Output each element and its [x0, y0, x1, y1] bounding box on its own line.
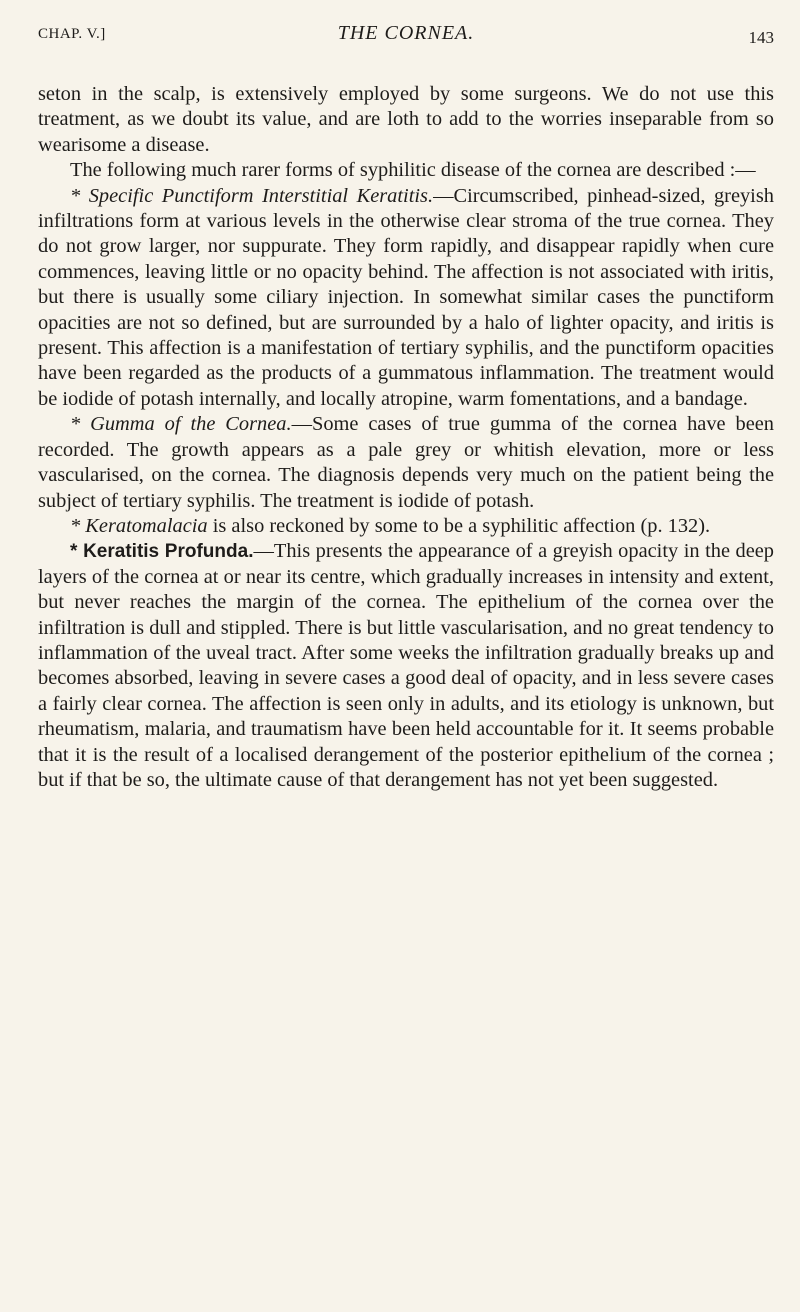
paragraph-text: seton in the scalp, is extensively employed by some surgeons. We do not use this treatment, as we doubt its value, and are loth to add to the worries inseparable from so wearisome a disease.	[38, 83, 774, 156]
paragraph-text: —Circumscribed, pinhead-sized, greyish infiltrations form at various levels in the otherwise clear stroma of the true cornea. They do not grow larger, nor suppurate. They form rapidly, and disappear rapidly when cure commences, leaving little or no opacity behind. The affection is not associated with iritis, but there is usually some ciliary injection. In somewhat similar cases the punctiform opacities are not so defined, but are surrounded by a halo of lighter opacity, and iritis is present. This affection is a manifestation of tertiary syphilis, and the punctiform opacities have been regarded as the products of a gummatous inflammation. The treatment would be iodide of potash internally, and locally atropine, warm fomentations, and a bandage.	[38, 184, 774, 410]
chapter-label: CHAP. V.]	[38, 26, 106, 42]
paragraph-seton	[38, 82, 774, 158]
running-head	[38, 22, 774, 52]
paragraph-gumma	[38, 412, 774, 514]
paragraph-text: is also reckoned by some to be a syphilitic affection (p. 132).	[207, 514, 711, 537]
section-heading: * Gumma of the Cornea.	[70, 413, 292, 436]
paragraph-keratomalacia	[38, 514, 774, 539]
paragraph-punctiform-keratitis	[38, 184, 774, 413]
section-heading: * Keratitis Profunda.	[70, 541, 254, 563]
paragraph-keratitis-profunda	[38, 539, 774, 793]
paragraph-text: The following much rarer forms of syphilitic disease of the cornea are described :—	[70, 159, 756, 182]
body-text	[38, 82, 774, 793]
section-heading: * Specific Punctiform Interstitial Keratitis.	[70, 184, 434, 207]
page-number: 143	[748, 28, 774, 47]
section-heading: * Keratomalacia	[70, 514, 208, 537]
paragraph-text: —Some cases of true gumma of the cornea have been recorded. The growth appears as a pale grey or whitish elevation, more or less vascularised, on the cornea. The diagnosis depends very much on the patient being the subject of tertiary syphilis. The treatment is iodide of potash.	[38, 413, 775, 512]
paragraph-rarer-forms	[38, 158, 774, 183]
page-title: THE CORNEA.	[337, 22, 475, 44]
paragraph-text: —This presents the appearance of a greyish opacity in the deep layers of the cornea at or near its centre, which gradually increases in intensity and extent, but never reaches the margin of the cornea. The epithelium of the cornea over the infiltration is dull and stippled. There is but little vascularisation, and no great tendency to inflammation of the uveal tract. After some weeks the infiltration gradually breaks up and becomes absorbed, leaving in severe cases a good deal of opacity, and in less severe cases a fairly clear cornea. The affection is seen only in adults, and its etiology is unknown, but rheumatism, malaria, and traumatism have been held accountable for it. It seems probable that it is the result of a localised derangement of the posterior epithelium of the cornea ; but if that be so, the ultimate cause of that derangement has not yet been suggested.	[38, 540, 774, 791]
